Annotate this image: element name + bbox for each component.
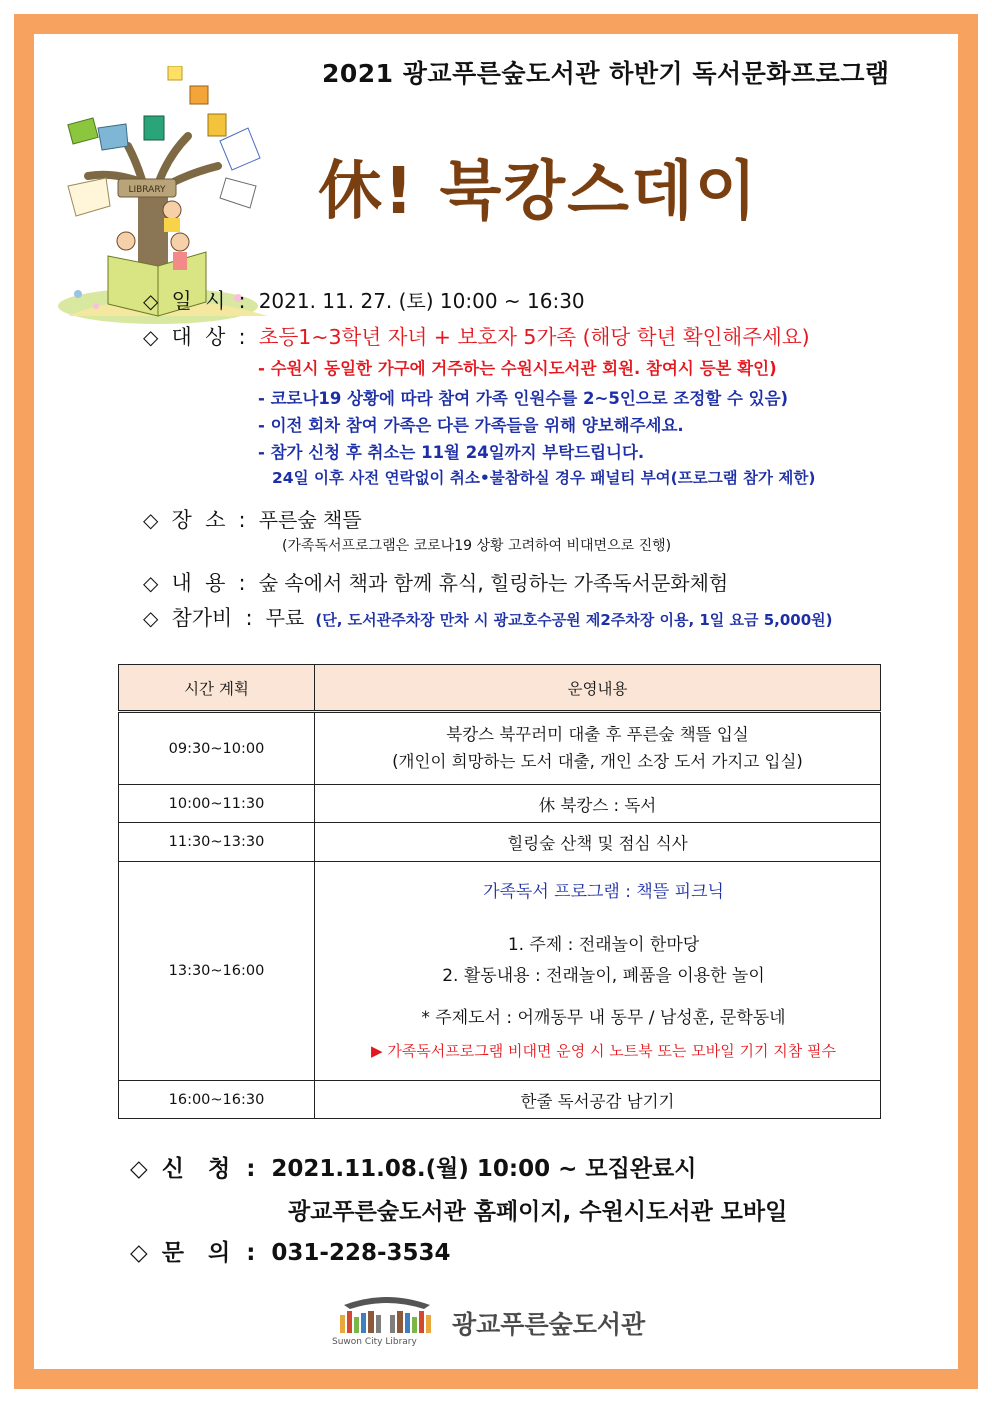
note-residence: - 수원시 동일한 가구에 거주하는 수원시도서관 회원. 참여시 등본 확인) [258,359,777,378]
apply-row [130,1150,697,1183]
apply-colon: : [246,1156,256,1182]
diamond-bullet-icon: ◇ [143,571,159,595]
time-cell: 11:30~13:30 [119,823,315,862]
place-row [143,504,362,534]
place-colon: : [238,508,246,532]
table-row [119,1081,881,1119]
diamond-bullet-icon: ◇ [130,1156,148,1182]
diamond-bullet-icon: ◇ [130,1240,148,1266]
content-row [143,567,728,597]
library-logo [330,1293,690,1353]
note-covid: - 코로나19 상황에 따라 참여 가족 인원수를 2~5인으로 조정할 수 있음) [258,389,789,408]
apply-where: 광교푸른숲도서관 홈페이지, 수원시도서관 모바일 [288,1199,788,1225]
date-colon: : [238,289,246,313]
diamond-bullet-icon: ◇ [143,508,159,532]
note-penalty: 24일 이후 사전 연락없이 취소•불참하실 경우 패널티 부여(프로그램 참가 제한) [272,469,816,487]
target-label: 대 상 [171,325,226,349]
program-item: 2. 활동내용 : 전래놀이, 폐품을 이용한 놀이 [442,965,765,986]
date-value: 2021. 11. 27. (토) 10:00 ~ 16:30 [258,289,585,313]
contact-colon: : [246,1240,256,1266]
library-name: 광교푸른숲도서관 [452,1310,646,1339]
time-cell: 13:30~16:00 [119,862,315,1081]
schedule-table [118,664,881,1119]
program-item: 1. 주제 : 전래놀이 한마당 [507,934,700,955]
content-value: 숲 속에서 책과 함께 휴식, 힐링하는 가족독서문화체험 [258,571,729,595]
content-label: 내 용 [171,571,226,595]
library-logo-icon [330,1293,442,1337]
library-logo-subtitle: Suwon City Library [332,1337,417,1347]
table-row [119,712,881,785]
contact-phone: 031-228-3534 [271,1240,451,1266]
content-cell: 休 북캉스 : 독서 [315,785,881,823]
target-value: 초등1~3학년 자녀 + 보호자 5가족 (해당 학년 확인해주세요) [258,325,810,349]
header-time-plan: 시간 계획 [119,665,315,712]
table-row [119,785,881,823]
content-cell: 힐링숲 산책 및 점심 식사 [315,823,881,862]
program-title: 가족독서 프로그램 : 책뜰 피크닉 [483,882,724,903]
time-cell: 10:00~11:30 [119,785,315,823]
content-colon: : [238,571,246,595]
target-colon: : [238,325,246,349]
header-operation: 운영내용 [315,665,881,712]
diamond-bullet-icon: ◇ [143,289,159,313]
time-cell: 09:30~10:00 [119,712,315,785]
date-row [143,285,585,315]
target-row [143,320,810,351]
table-row [119,862,881,1081]
apply-value: 2021.11.08.(월) 10:00 ~ 모집완료시 [271,1156,697,1182]
diamond-bullet-icon: ◇ [143,606,159,630]
fee-label: 참가비 [171,606,233,630]
diamond-bullet-icon: ◇ [143,325,159,349]
program-line: 2021 광교푸른숲도서관 하반기 독서문화프로그램 [322,59,890,88]
content-cell [315,712,881,785]
library-sign-text: LIBRARY [128,185,166,195]
content-line: 북캉스 북꾸러미 대출 후 푸른숲 책뜰 입실 [446,725,749,745]
contact-row [130,1234,451,1267]
content-line: (개인이 희망하는 도서 대출, 개인 소장 도서 가지고 입실) [392,751,803,771]
fee-row [143,602,833,632]
content-cell: 한줄 독서공감 남기기 [315,1081,881,1119]
date-label: 일 시 [171,289,226,313]
time-cell: 16:00~16:30 [119,1081,315,1119]
poster-title: 休! 북캉스데이 [318,155,759,229]
fee-note: (단, 도서관주차장 만차 시 광교호수공원 제2주차장 이용, 1일 요금 5,000원) [315,611,833,629]
place-note: (가족독서프로그램은 코로나19 상황 고려하여 비대면으로 진행) [282,538,672,554]
note-cancel: - 참가 신청 후 취소는 11월 24일까지 부탁드립니다. [258,443,645,462]
table-header-row [119,665,881,712]
apply-label: 신 청 [161,1156,231,1182]
place-label: 장 소 [171,508,226,532]
contact-label: 문 의 [161,1240,231,1266]
program-item: * 주제도서 : 어깨동무 내 동무 / 남성훈, 문학동네 [421,1008,786,1029]
device-warning: ▶ 가족독서프로그램 비대면 운영 시 노트북 또는 모바일 기기 지참 필수 [371,1041,836,1060]
table-row [119,823,881,862]
place-value: 푸른숲 책뜰 [258,508,362,532]
fee-colon: : [245,606,253,630]
program-cell [315,862,881,1081]
note-previous: - 이전 회차 참여 가족은 다른 가족들을 위해 양보해주세요. [258,416,684,435]
fee-value: 무료 [265,606,305,630]
